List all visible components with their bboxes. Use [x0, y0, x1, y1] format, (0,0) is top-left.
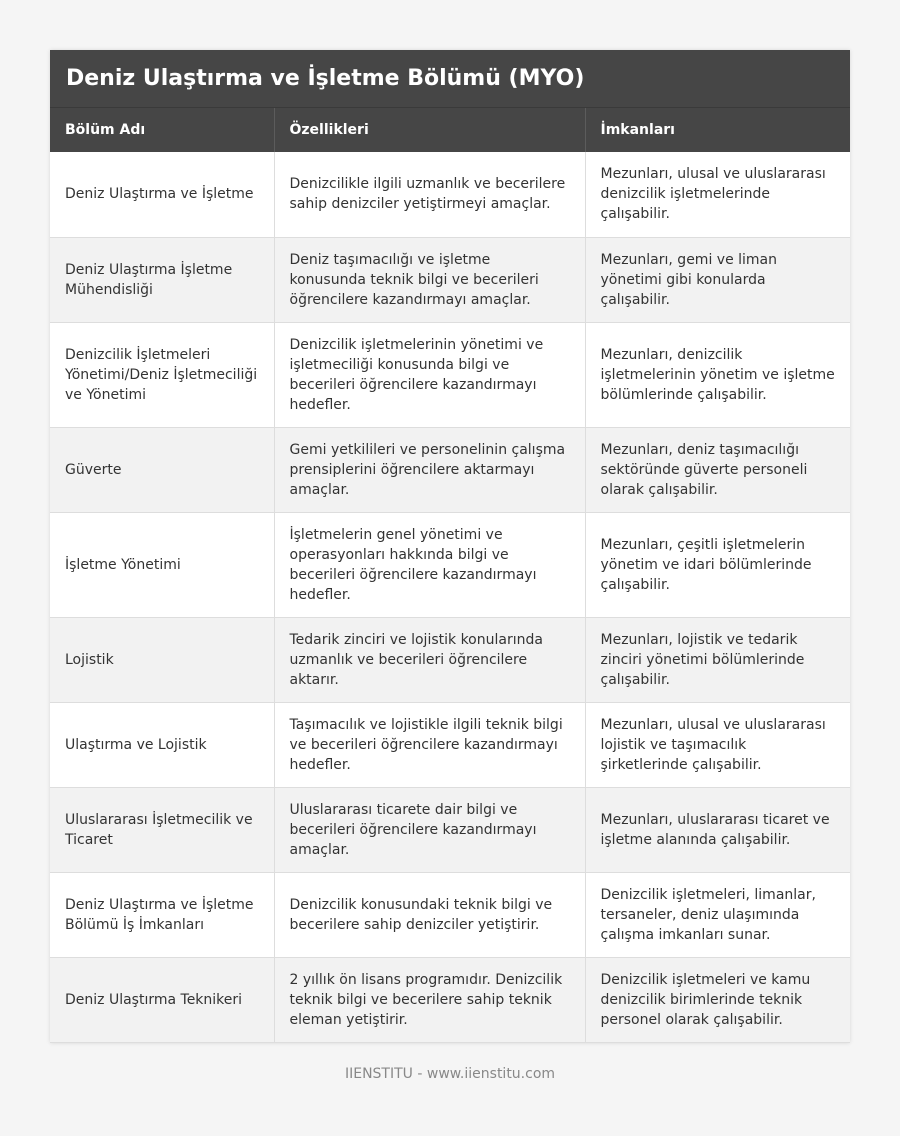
table-title: Deniz Ulaştırma ve İşletme Bölümü (MYO): [50, 50, 850, 108]
cell-opportunities: Mezunları, gemi ve liman yönetimi gibi konularda çalışabilir.: [585, 237, 850, 322]
column-header-opportunities: İmkanları: [585, 108, 850, 152]
cell-features: İşletmelerin genel yönetimi ve operasyonları hakkında bilgi ve becerileri öğrencilere kazandırmayı hedefler.: [274, 512, 585, 617]
cell-opportunities: Mezunları, deniz taşımacılığı sektöründe güverte personeli olarak çalışabilir.: [585, 427, 850, 512]
table-row: [50, 237, 850, 322]
table-row: [50, 427, 850, 512]
cell-features: Tedarik zinciri ve lojistik konularında uzmanlık ve becerileri öğrencilere aktarır.: [274, 617, 585, 702]
table-row: [50, 787, 850, 872]
department-table: [50, 108, 850, 1043]
cell-opportunities: Mezunları, uluslararası ticaret ve işletme alanında çalışabilir.: [585, 787, 850, 872]
cell-name: Deniz Ulaştırma ve İşletme Bölümü İş İmkanları: [50, 872, 274, 957]
cell-features: Deniz taşımacılığı ve işletme konusunda teknik bilgi ve becerileri öğrencilere kazandırmayı amaçlar.: [274, 237, 585, 322]
cell-opportunities: Mezunları, lojistik ve tedarik zinciri yönetimi bölümlerinde çalışabilir.: [585, 617, 850, 702]
cell-opportunities: Denizcilik işletmeleri ve kamu denizcilik birimlerinde teknik personel olarak çalışabilir.: [585, 957, 850, 1042]
cell-name: Ulaştırma ve Lojistik: [50, 702, 274, 787]
footer-credit: IIENSTITU - www.iienstitu.com: [344, 1066, 556, 1082]
cell-features: Denizcilik işletmelerinin yönetimi ve işletmeciliği konusunda bilgi ve becerileri öğrencilere kazandırmayı hedefler.: [274, 322, 585, 427]
column-header-name: Bölüm Adı: [50, 108, 274, 152]
cell-name: Deniz Ulaştırma İşletme Mühendisliği: [50, 237, 274, 322]
table-row: [50, 872, 850, 957]
table-row: [50, 702, 850, 787]
cell-features: 2 yıllık ön lisans programıdır. Denizcilik teknik bilgi ve becerilere sahip teknik eleman yetiştirir.: [274, 957, 585, 1042]
table-row: [50, 617, 850, 702]
table-card: [50, 50, 850, 1043]
cell-features: Denizcilikle ilgili uzmanlık ve becerilere sahip denizciler yetiştirmeyi amaçlar.: [274, 152, 585, 237]
cell-name: Deniz Ulaştırma Teknikeri: [50, 957, 274, 1042]
cell-name: İşletme Yönetimi: [50, 512, 274, 617]
cell-name: Lojistik: [50, 617, 274, 702]
cell-opportunities: Denizcilik işletmeleri, limanlar, tersaneler, deniz ulaşımında çalışma imkanları sunar.: [585, 872, 850, 957]
cell-opportunities: Mezunları, ulusal ve uluslararası denizcilik işletmelerinde çalışabilir.: [585, 152, 850, 237]
cell-features: Taşımacılık ve lojistikle ilgili teknik bilgi ve becerileri öğrencilere kazandırmayı hedefler.: [274, 702, 585, 787]
cell-features: Gemi yetkilileri ve personelinin çalışma prensiplerini öğrencilere aktarmayı amaçlar.: [274, 427, 585, 512]
cell-name: Deniz Ulaştırma ve İşletme: [50, 152, 274, 237]
cell-features: Denizcilik konusundaki teknik bilgi ve becerilere sahip denizciler yetiştirir.: [274, 872, 585, 957]
cell-opportunities: Mezunları, çeşitli işletmelerin yönetim ve idari bölümlerinde çalışabilir.: [585, 512, 850, 617]
cell-name: Denizcilik İşletmeleri Yönetimi/Deniz İşletmeciliği ve Yönetimi: [50, 322, 274, 427]
cell-opportunities: Mezunları, denizcilik işletmelerinin yönetim ve işletme bölümlerinde çalışabilir.: [585, 322, 850, 427]
cell-name: Uluslararası İşletmecilik ve Ticaret: [50, 787, 274, 872]
header-row: [50, 108, 850, 152]
table-row: [50, 512, 850, 617]
table-row: [50, 322, 850, 427]
table-row: [50, 152, 850, 237]
cell-features: Uluslararası ticarete dair bilgi ve becerileri öğrencilere kazandırmayı amaçlar.: [274, 787, 585, 872]
cell-name: Güverte: [50, 427, 274, 512]
table-row: [50, 957, 850, 1042]
cell-opportunities: Mezunları, ulusal ve uluslararası lojistik ve taşımacılık şirketlerinde çalışabilir.: [585, 702, 850, 787]
column-header-features: Özellikleri: [274, 108, 585, 152]
